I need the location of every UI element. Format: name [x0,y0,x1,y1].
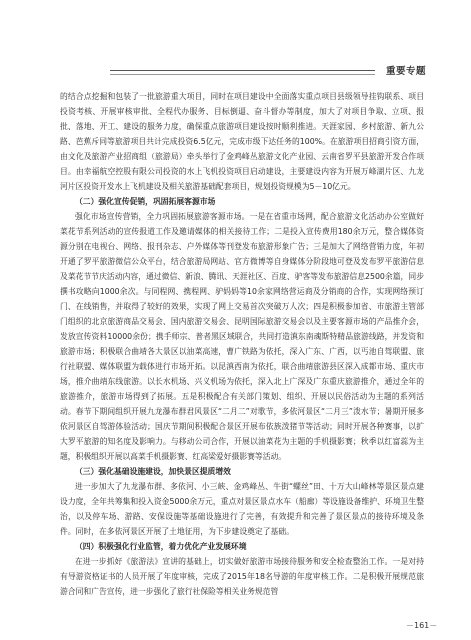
section-label: 重要专题 [385,66,426,77]
section-heading: （四）积极强化行业监管，着力优化产业发展环境 [75,542,247,551]
page-header [0,0,471,84]
body-paragraph: 的结合点挖掘和包装了一批旅游重大项目，同时在项目建设中全面落实重点项目县级领导挂钩联系、项目投资考核、开展审核审批、全程代办服务、目标倒逼、奋斗督办等制度，加大了对项目争取、立项、报批、落地、开工、建设的服务力度，确保重点旅游项目建设按时顺利推进。天涯家园、乡村旅游、新九公路、芭蕉斥同等旅游项目共计完成投资6.5亿元，完成市级下达任务的100%。在旅游项目招商引资方面，由文化及旅游产业招商组（旅游局）牵头举行了金鸡峰丛旅游文化产业园、云南省罗平县旅游开发合作项目。由幸福航空控股有限公司投资的水上飞机投资项目启动建设，主要建设内容为开展万峰湖片区、九龙河片区投资开发水上飞机建设及相关旅游基础配套项目，规划投资规模为5－10亿元。 [60,92,424,191]
section-heading: （二）强化宣传促销，巩固拓展客源市场 [75,197,216,206]
section-heading: （三）强化基础设施建设，加快景区提质增效 [75,467,231,476]
body-paragraph: 在进一步抓好《旅游法》宣讲的基础上，切实做好旅游市场接待服务和安全检查整治工作。一是对持有导游资格证书的人员开展了年度审核，完成了2015年18名导游的年度审核工作。二是积极开展规范旅游合同和广告宣传，进一步强化了旅行社保险等相关业务规范管 [60,557,424,596]
body-paragraph: 强化市场宣传营销，全力巩固拓展旅游客源市场。一是在省重市场网，配合旅游文化活动办公室做好菜花节系列活动的宣传报道工作及邀请媒体的相关接待工作；二是投入宣传费用180余万元，整合媒体资源分别在电视台、网络、报刊杂志、户外媒体等刊登发布旅游形象广告；三是加大了网络营销力度，年初开通了罗平旅游微信公众平台，结合旅游局网站、官方微博等自身媒体分阶段地可登及发布罗平旅游信息及菜花节节庆活动内容，通过微信、新浪、腾讯、天涯社区、百度、驴客等发布旅游信息2500余篇，同步撰书攻略向1000余次。与同程网、携程网、驴妈妈等10余家网络营运商及分销商的合作，实现网络预订门、在线销售，并取得了较好的效果，实现了网上交易首次突破万人次；四是积极参加省、市旅游主管部门组织的北京旅游商品交易会、国内旅游交易会、昆明国际旅游交易会以及主要客源市场的产品推介会，发放宣传资料10000余份；携手师宗、普者黑区域联合，共同打造滇东南魂斯特精品旅游线路，并发资和旅游市场；积极联合曲靖各大景区以油菜高速，曹广铁路为依托，深入广东、广西，以丐池自驾联盟、旅行社联盟、媒体联盟为载体进行市场开拓。以昆滇西南为依托，联合曲靖旅游县区深入成都市场、重庆市场，推介曲靖东线旅游。以长水机场、兴义机场为依托，深入北上广深及广东重庆旅游推介，通过全年的旅游推介，旅游市场得到了拓展。五是积极配合有关部门策划、组织、开展以民俗活动为主题的系列活动。春节下期间组织开展九龙瀑布群君风景区“二月二”对歌节，多依河景区“二月三”泼水节；暑期开展多依河景区自驾游体验活动；国庆节期间积极配合景区开展布依族泼猪节等活动；同时开展各种赛事，以扩大罗平旅游的知名度及影响力。与移动公司合作，开展以油菜花为主题的手机摄影赛；秋季以红富蕊为主题，积极组织开展以高菜手机摄影赛、红高梁爱好摄影赛等活动。 [60,212,424,461]
header-rule [110,70,375,71]
page-number: －161－ [406,621,438,630]
header-rule-secondary [110,74,375,75]
article-body [60,89,424,599]
body-paragraph: 进一步加大了九龙瀑布群、多依河、小三峡、金鸡峰丛、牛街“螺丝”田、十万大山峰林等景区景点建设力度，全年共筹集和投入资金5000余万元，重点对景区景点水车（船廊）等设施设备维护、环境卫生整治，以及停车场、游路、安保设施等基础设施进行了完善，有效提升和完善了景区景点的接待环境及条件。同时，在多依河景区开展了土地征用，为下步建设奠定了基础。 [60,482,424,536]
